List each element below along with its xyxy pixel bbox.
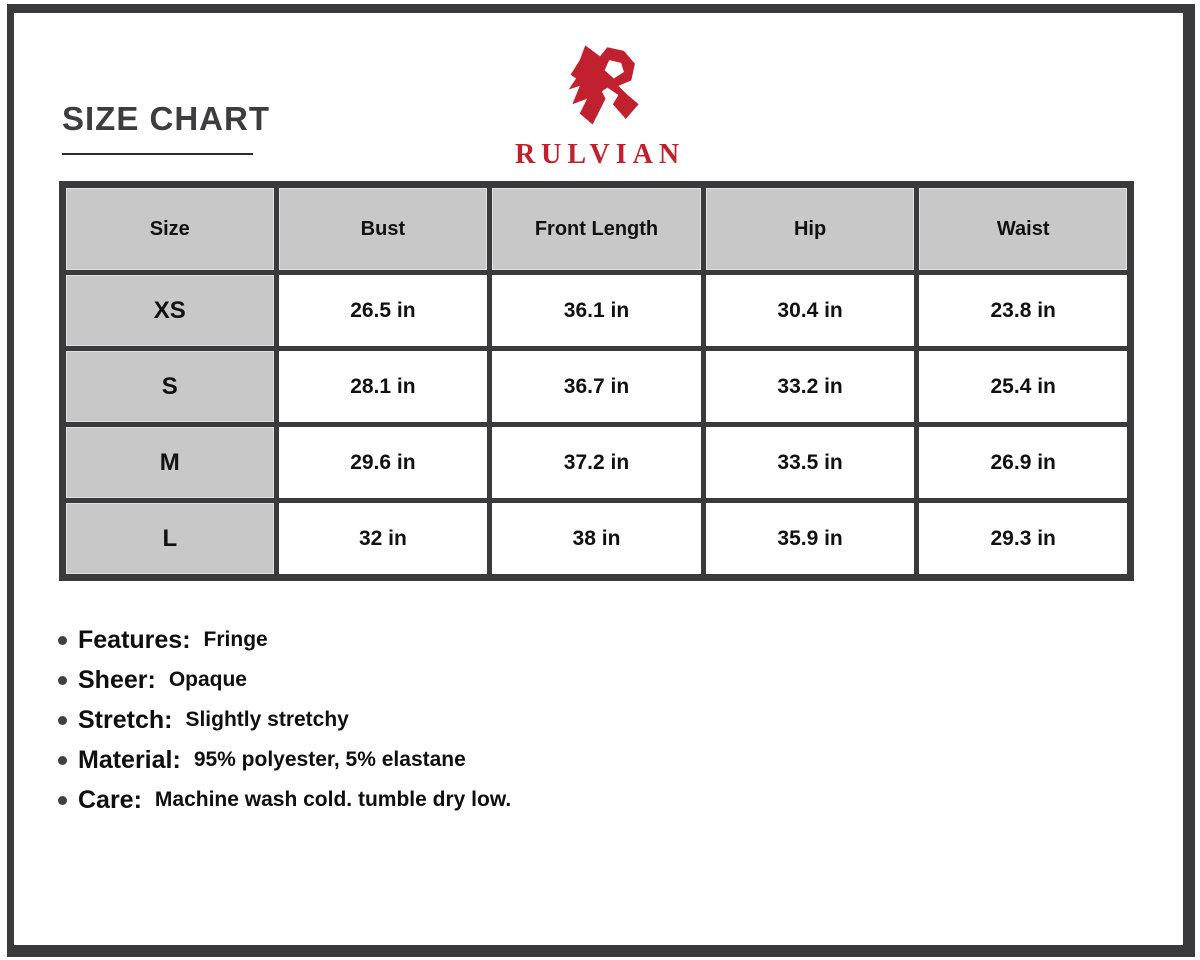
detail-label: Features: <box>78 625 191 654</box>
front-length-value: 36.1 in <box>490 273 704 349</box>
column-header-waist: Waist <box>917 185 1131 273</box>
waist-value: 25.4 in <box>917 349 1131 425</box>
table-row-s <box>63 349 1131 425</box>
size-label: M <box>63 425 277 501</box>
waist-value: 23.8 in <box>917 273 1131 349</box>
hip-value: 35.9 in <box>703 501 917 578</box>
bust-value: 29.6 in <box>276 425 490 501</box>
list-item-features <box>58 624 511 656</box>
hip-value: 30.4 in <box>703 273 917 349</box>
detail-label: Material: <box>78 745 181 774</box>
list-item-care <box>58 784 511 816</box>
brand-wordmark: RULVIAN <box>514 139 686 170</box>
bullet-icon <box>58 796 67 805</box>
list-item-material <box>58 744 511 776</box>
list-item-sheer <box>58 664 511 696</box>
size-label: L <box>63 501 277 578</box>
bullet-icon <box>58 756 67 765</box>
hip-value: 33.2 in <box>703 349 917 425</box>
table-row-m <box>63 425 1131 501</box>
bullet-icon <box>58 676 67 685</box>
detail-value: Slightly stretchy <box>185 708 349 731</box>
size-label: S <box>63 349 277 425</box>
detail-label: Sheer: <box>78 665 156 694</box>
front-length-value: 36.7 in <box>490 349 704 425</box>
bullet-icon <box>58 716 67 725</box>
detail-value: 95% polyester, 5% elastane <box>193 748 466 771</box>
detail-value: Fringe <box>203 628 268 651</box>
front-length-value: 37.2 in <box>490 425 704 501</box>
column-header-front-length: Front Length <box>490 185 704 273</box>
brand-logo <box>0 38 1200 171</box>
bust-value: 28.1 in <box>276 349 490 425</box>
detail-label: Care: <box>78 785 142 814</box>
rulvian-r-monogram-icon <box>552 117 648 134</box>
column-header-hip: Hip <box>703 185 917 273</box>
table-header-row <box>63 185 1131 273</box>
list-item-stretch <box>58 704 511 736</box>
detail-value: Opaque <box>168 668 247 691</box>
hip-value: 33.5 in <box>703 425 917 501</box>
detail-value: Machine wash cold. tumble dry low. <box>154 788 512 811</box>
product-details-list <box>58 624 511 824</box>
waist-value: 26.9 in <box>917 425 1131 501</box>
bullet-icon <box>58 636 67 645</box>
detail-label: Stretch: <box>78 705 173 734</box>
table-row-xs <box>63 273 1131 349</box>
column-header-bust: Bust <box>276 185 490 273</box>
table-row-l <box>63 501 1131 578</box>
bust-value: 26.5 in <box>276 273 490 349</box>
bust-value: 32 in <box>276 501 490 578</box>
waist-value: 29.3 in <box>917 501 1131 578</box>
page-title: SIZE CHART <box>62 100 270 137</box>
column-header-size: Size <box>63 185 277 273</box>
size-label: XS <box>63 273 277 349</box>
front-length-value: 38 in <box>490 501 704 578</box>
size-chart-table <box>59 181 1134 581</box>
